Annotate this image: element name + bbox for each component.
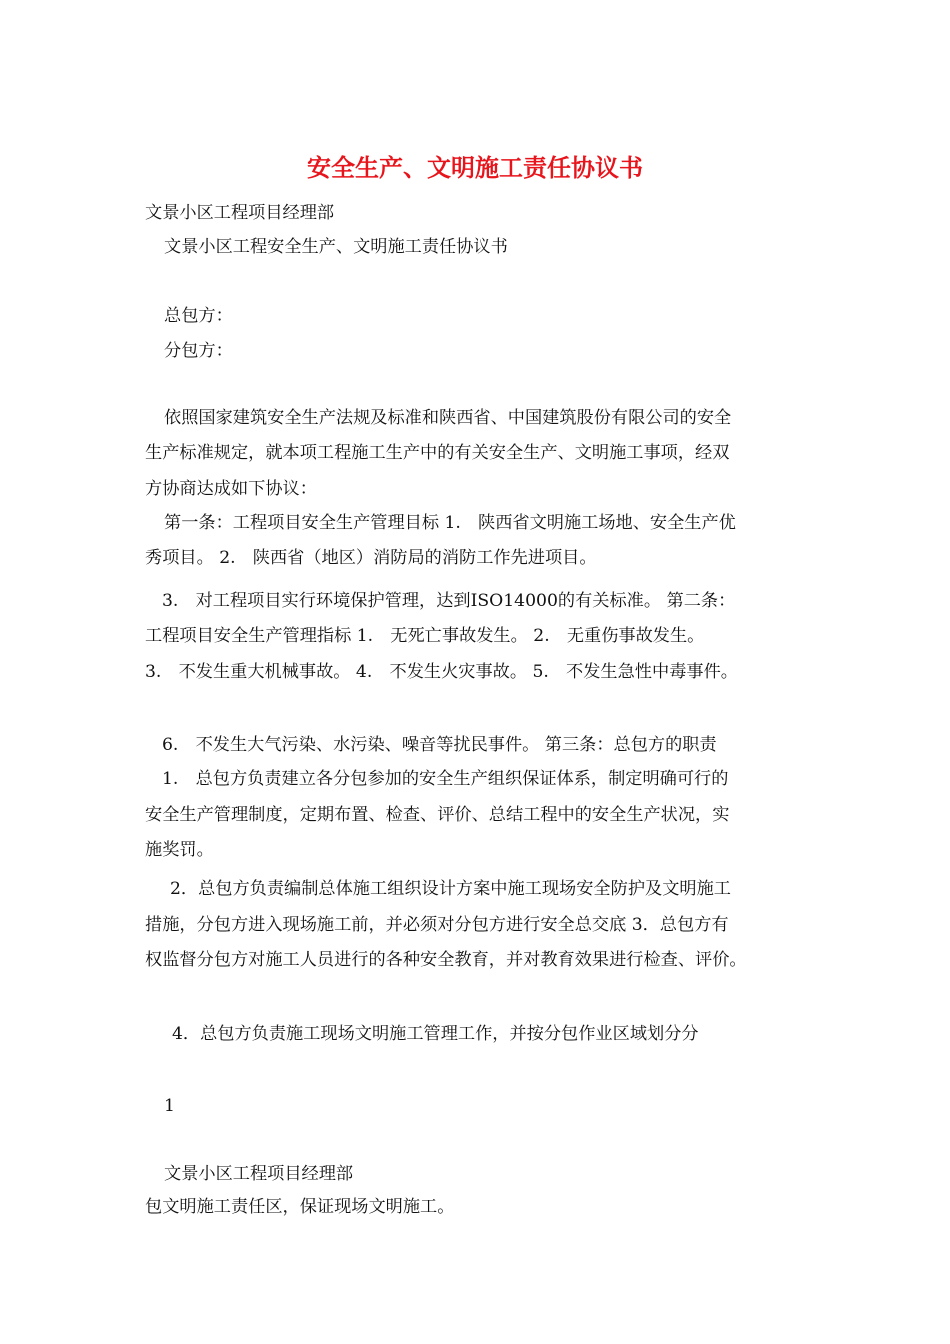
last-line: 包文明施工责任区，保证现场文明施工。 — [145, 1197, 455, 1217]
paragraph-line: 方协商达成如下协议： — [145, 479, 317, 499]
general-contractor-label: 总包方： — [164, 306, 233, 326]
paragraph-line: 6. 不发生大气污染、水污染、噪音等扰民事件。 第三条：总包方的职责 — [162, 735, 717, 755]
document-title: 安全生产、文明施工责任协议书 — [307, 153, 643, 182]
document-subtitle: 文景小区工程安全生产、文明施工责任协议书 — [164, 237, 508, 257]
paragraph-line: 施奖罚。 — [145, 840, 214, 860]
paragraph-line: 措施，分包方进入现场施工前，并必须对分包方进行安全总交底 3．总包方有 — [145, 915, 729, 935]
header-org: 文景小区工程项目经理部 — [145, 203, 335, 223]
paragraph-line: 工程项目安全生产管理指标 1. 无死亡事故发生。 2. 无重伤事故发生。 — [145, 626, 705, 646]
paragraph-line: 安全生产管理制度，定期布置、检查、评价、总结工程中的安全生产状况，实 — [145, 805, 730, 825]
paragraph-line: 3. 对工程项目实行环境保护管理，达到ISO14000的有关标准。 第二条： — [162, 591, 736, 611]
paragraph-line: 权监督分包方对施工人员进行的各种安全教育，并对教育效果进行检查、评价。 — [145, 950, 747, 970]
paragraph-line: 依照国家建筑安全生产法规及标准和陕西省、中国建筑股份有限公司的安全 — [164, 408, 732, 428]
footer-org: 文景小区工程项目经理部 — [164, 1164, 354, 1184]
paragraph-line: 第一条：工程项目安全生产管理目标 1. 陕西省文明施工场地、安全生产优 — [164, 513, 736, 533]
paragraph-line: 1. 总包方负责建立各分包参加的安全生产组织保证体系，制定明确可行的 — [162, 769, 729, 789]
page-number: 1 — [164, 1096, 175, 1116]
subcontractor-label: 分包方： — [164, 341, 233, 361]
paragraph-line: 4．总包方负责施工现场文明施工管理工作，并按分包作业区域划分分 — [172, 1024, 699, 1044]
paragraph-line: 秀项目。 2. 陕西省（地区）消防局的消防工作先进项目。 — [145, 548, 597, 568]
paragraph-line: 生产标准规定，就本项工程施工生产中的有关安全生产、文明施工事项，经双 — [145, 443, 730, 463]
paragraph-line: 3. 不发生重大机械事故。 4. 不发生火灾事故。 5. 不发生急性中毒事件。 — [145, 662, 738, 682]
paragraph-line: 2．总包方负责编制总体施工组织设计方案中施工现场安全防护及文明施工 — [170, 879, 731, 899]
